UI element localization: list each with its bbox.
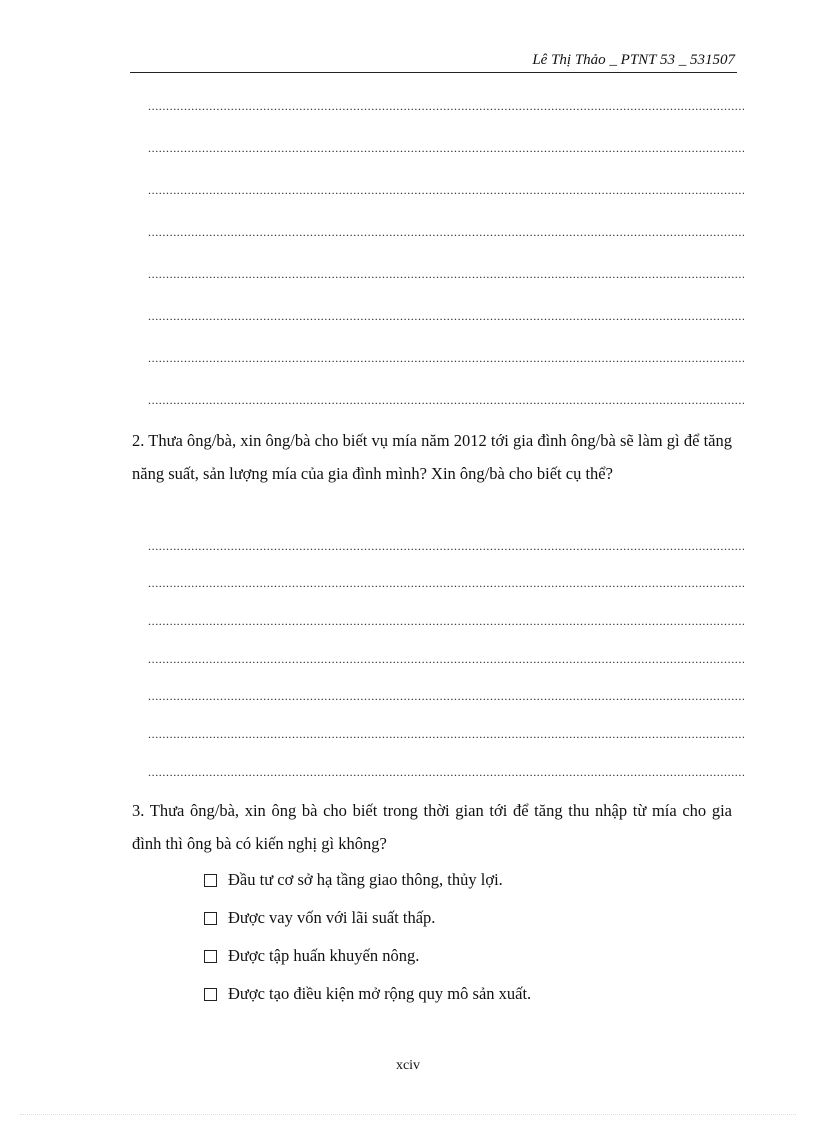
answer-line — [148, 577, 744, 589]
option-item[interactable] — [204, 946, 419, 966]
answer-line — [148, 766, 744, 778]
option-label: Được vay vốn với lãi suất thấp. — [228, 908, 436, 927]
question-2: 2. Thưa ông/bà, xin ông/bà cho biết vụ mía năm 2012 tới gia đình ông/bà sẽ làm gì để tăng năng suất, sản lượng mía của gia đình mình? Xin ông/bà cho biết cụ thể? — [132, 431, 732, 483]
checkbox-icon[interactable] — [204, 874, 217, 887]
answer-line — [148, 310, 744, 322]
answer-line — [148, 184, 744, 196]
option-label: Đầu tư cơ sở hạ tầng giao thông, thủy lợi. — [228, 870, 503, 889]
page-bottom-rule — [20, 1114, 796, 1115]
answer-line — [148, 653, 744, 665]
header-author: Lê Thị Thảo _ PTNT 53 _ 531507 — [532, 52, 735, 68]
answer-line — [148, 615, 744, 627]
answer-line — [148, 268, 744, 280]
answer-line — [148, 142, 744, 154]
option-label: Được tạo điều kiện mở rộng quy mô sản xuất. — [228, 984, 532, 1003]
page-number: xciv — [395, 1058, 421, 1073]
answer-line — [148, 394, 744, 406]
answer-line — [148, 226, 744, 238]
option-label: Được tập huấn khuyến nông. — [228, 946, 420, 965]
answer-line — [148, 540, 744, 552]
option-item[interactable] — [204, 870, 503, 890]
question-3: 3. Thưa ông/bà, xin ông bà cho biết trong thời gian tới để tăng thu nhập từ mía cho gia đình thì ông bà có kiến nghị gì không? — [132, 801, 732, 853]
answer-line — [148, 690, 744, 702]
checkbox-icon[interactable] — [204, 950, 217, 963]
option-item[interactable] — [204, 908, 435, 928]
answer-line — [148, 100, 744, 112]
answer-line — [148, 352, 744, 364]
checkbox-icon[interactable] — [204, 988, 217, 1001]
option-item[interactable] — [204, 984, 531, 1004]
page-header — [130, 50, 737, 73]
answer-line — [148, 728, 744, 740]
checkbox-icon[interactable] — [204, 912, 217, 925]
